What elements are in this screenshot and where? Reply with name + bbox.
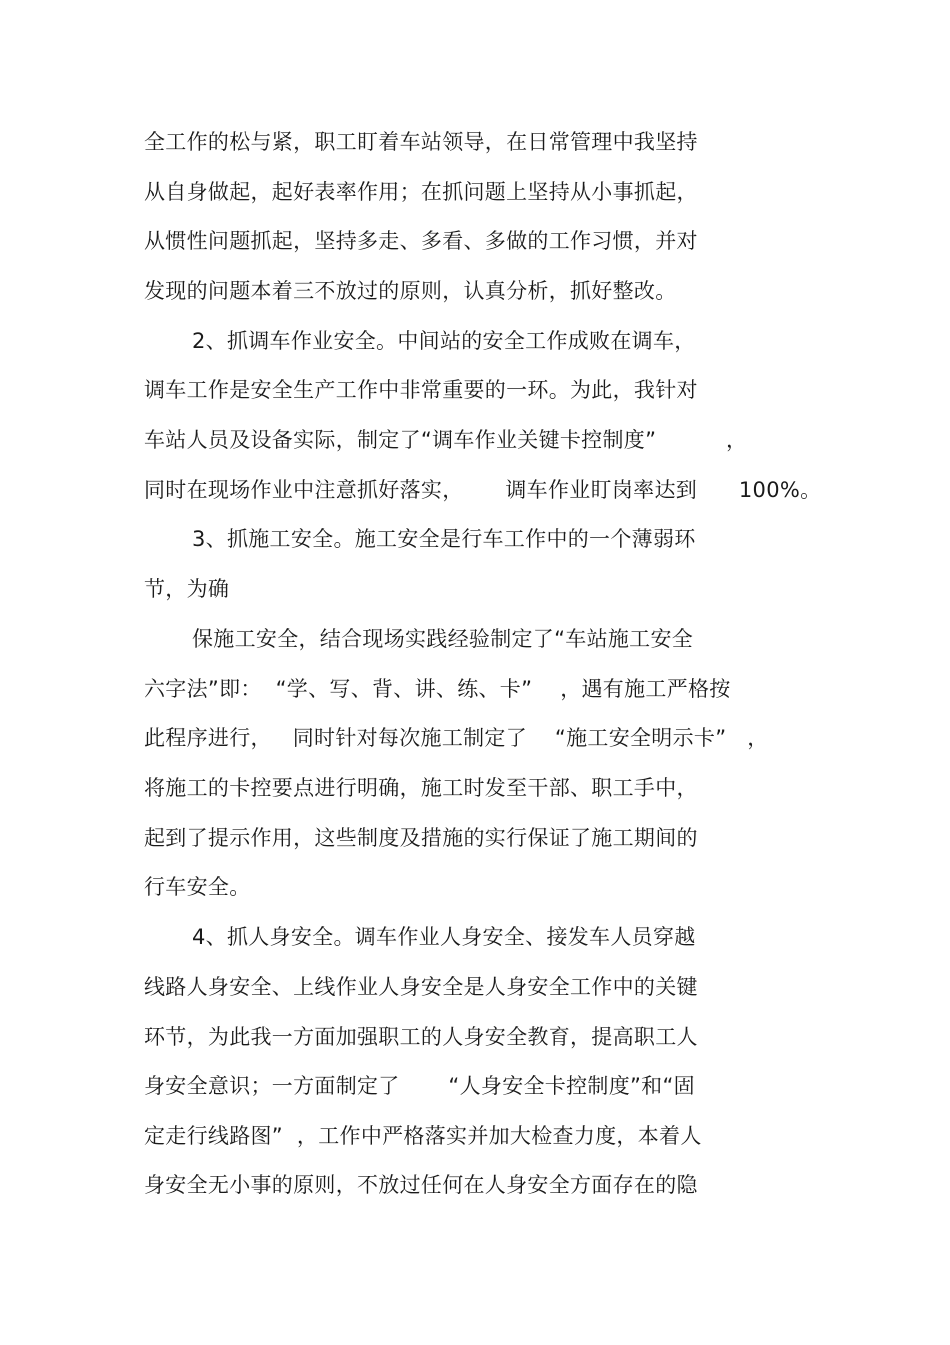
- paragraph-start-line: 3、抓施工安全。施工安全是行车工作中的一个薄弱环: [192, 527, 696, 551]
- text-line: 线路人身安全、上线作业人身安全是人身安全工作中的关键: [144, 975, 698, 999]
- text-line: 行车安全。: [144, 875, 251, 899]
- text-line: 定走行线路图” ，工作中严格落实并加大检查力度，本着人: [144, 1124, 702, 1148]
- text-line: 从惯性问题抓起，坚持多走、多看、多做的工作习惯，并对: [144, 229, 698, 253]
- text-line: 从自身做起，起好表率作用；在抓问题上坚持从小事抓起，: [144, 180, 698, 204]
- paragraph-start-line: 保施工安全，结合现场实践经验制定了“车站施工安全: [192, 627, 694, 651]
- text-line: 起到了提示作用，这些制度及措施的实行保证了施工期间的: [144, 826, 698, 850]
- text-line: 车站人员及设备实际，制定了“调车作业关键卡控制度” ，: [144, 428, 748, 452]
- text-line: 将施工的卡控要点进行明确，施工时发至干部、职工手中，: [144, 776, 698, 800]
- text-line: 六字法”即： “学、写、背、讲、练、卡” ，遇有施工严格按: [144, 677, 731, 701]
- text-line: 环节，为此我一方面加强职工的人身安全教育，提高职工人: [144, 1025, 698, 1049]
- text-line: 调车工作是安全生产工作中非常重要的一环。为此，我针对: [144, 378, 698, 402]
- text-line: 发现的问题本着三不放过的原则，认真分析，抓好整改。: [144, 279, 677, 303]
- text-line: 全工作的松与紧，职工盯着车站领导，在日常管理中我坚持: [144, 130, 698, 154]
- text-line: 身安全无小事的原则，不放过任何在人身安全方面存在的隐: [144, 1173, 698, 1197]
- text-line: 同时在现场作业中注意抓好落实， 调车作业盯岗率达到 100%。: [144, 478, 822, 502]
- text-line: 节，为确: [144, 577, 230, 601]
- text-line: 身安全意识；一方面制定了 “人身安全卡控制度”和“固: [144, 1074, 695, 1098]
- text-line: 此程序进行， 同时针对每次施工制定了 “施工安全明示卡” ，: [144, 726, 769, 750]
- paragraph-start-line: 2、抓调车作业安全。中间站的安全工作成败在调车，: [192, 329, 696, 353]
- paragraph-start-line: 4、抓人身安全。调车作业人身安全、接发车人员穿越: [192, 925, 696, 949]
